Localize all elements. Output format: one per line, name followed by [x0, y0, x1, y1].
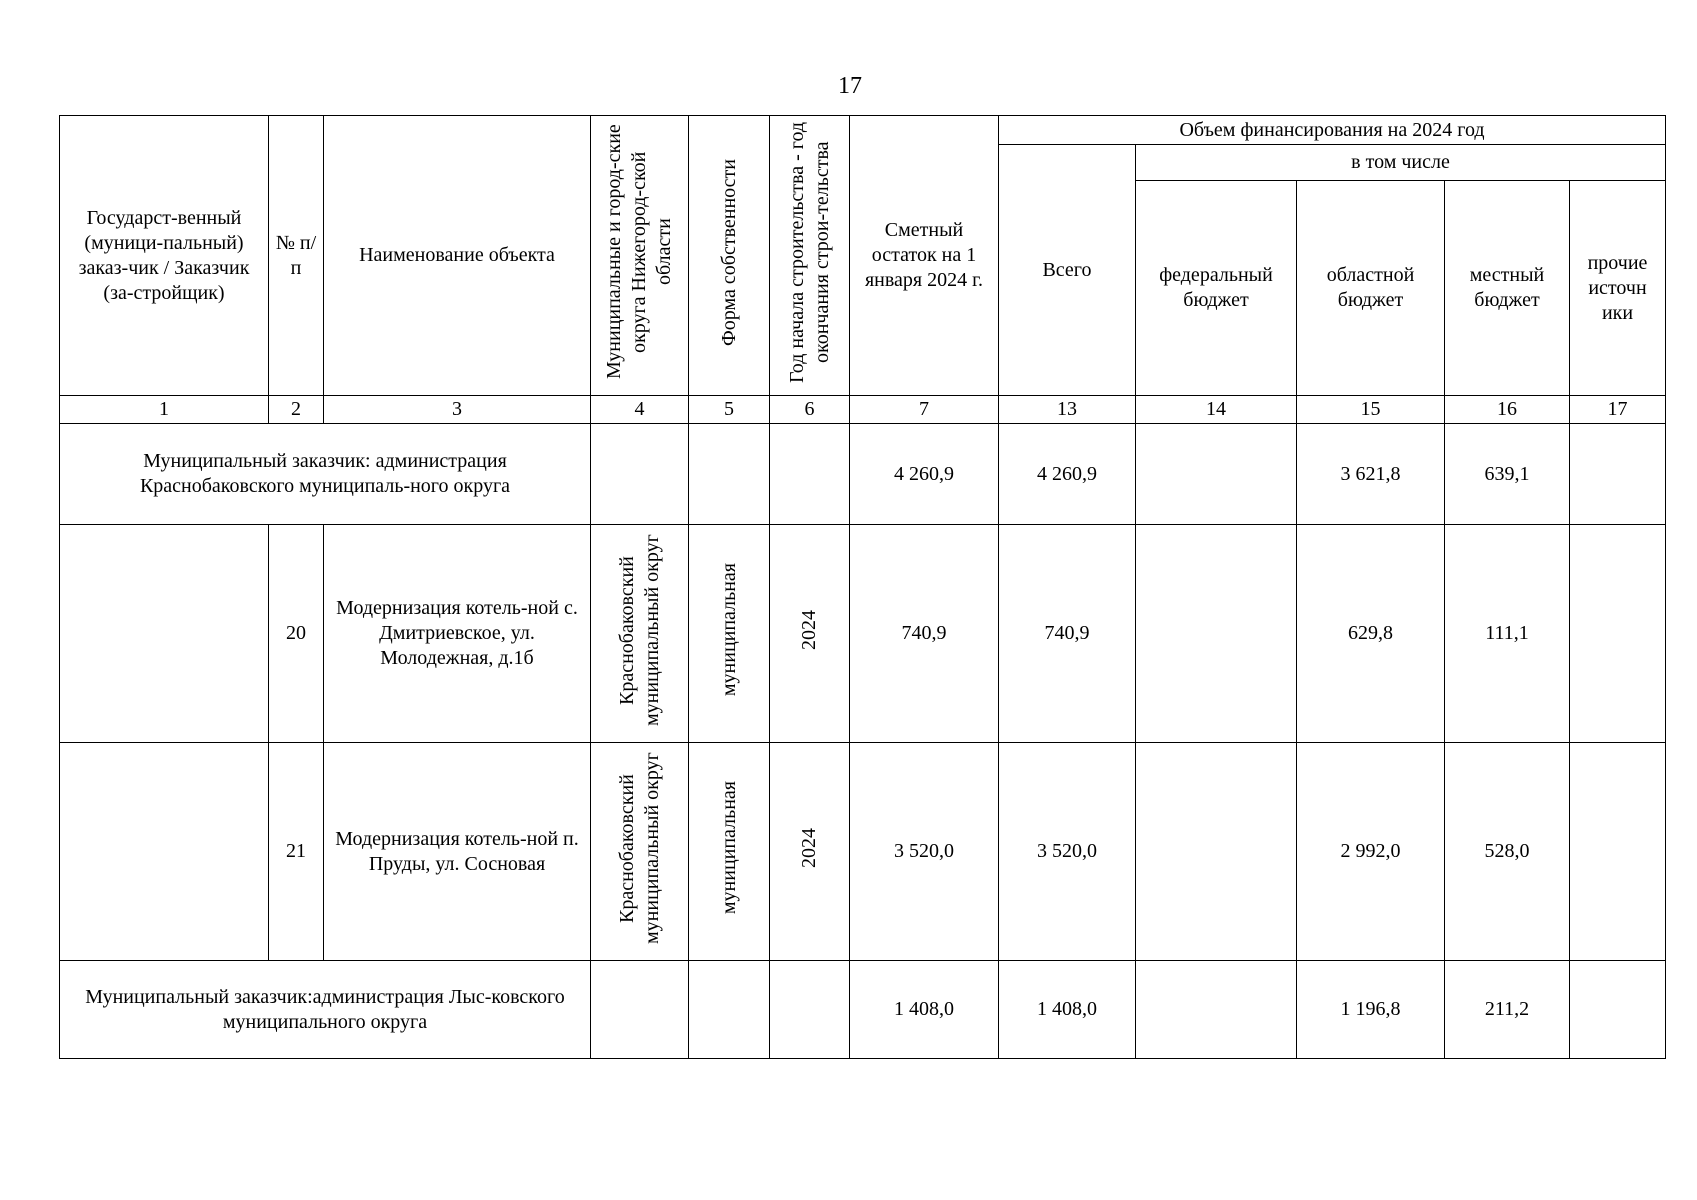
column-number: 7	[850, 396, 999, 424]
regional-cell: 3 621,8	[1297, 424, 1445, 525]
column-number: 14	[1136, 396, 1297, 424]
municipality-text: Краснобаковский муниципальный округ	[615, 534, 663, 726]
other-cell	[1570, 961, 1666, 1059]
other-cell	[1570, 525, 1666, 743]
object-name-cell: Модернизация котель-ной с. Дмитриевское, ул. Молодежная, д.1б	[324, 525, 591, 743]
ownership-cell	[689, 743, 770, 961]
ownership-text: муниципальная	[717, 781, 740, 915]
total-cell: 3 520,0	[999, 743, 1136, 961]
object-name-cell: Модернизация котель-ной п. Пруды, ул. Сосновая	[324, 743, 591, 961]
years-text: 2024	[798, 610, 820, 650]
years-cell	[770, 961, 850, 1059]
header-balance: Сметный остаток на 1 января 2024 г.	[850, 116, 999, 396]
column-number: 17	[1570, 396, 1666, 424]
years-cell	[770, 743, 850, 961]
column-number: 4	[591, 396, 689, 424]
header-years	[770, 116, 850, 396]
customer-cell: Муниципальный заказчик: администрация Краснобаковского муниципаль-ного округа	[60, 424, 591, 525]
total-cell: 740,9	[999, 525, 1136, 743]
header-including: в том числе	[1136, 145, 1666, 181]
column-numbers-row	[60, 396, 1666, 424]
local-cell: 211,2	[1445, 961, 1570, 1059]
local-cell: 528,0	[1445, 743, 1570, 961]
balance-cell: 3 520,0	[850, 743, 999, 961]
column-number: 15	[1297, 396, 1445, 424]
header-customer: Государст-венный (муници-пальный) заказ-чик / Заказчик (за-стройщик)	[60, 116, 269, 396]
years-cell	[770, 525, 850, 743]
customer-cell: Муниципальный заказчик:администрация Лыс-ковского муниципального округа	[60, 961, 591, 1059]
other-cell	[1570, 743, 1666, 961]
municipality-cell	[591, 961, 689, 1059]
total-cell: 1 408,0	[999, 961, 1136, 1059]
total-cell: 4 260,9	[999, 424, 1136, 525]
header-regional: областной бюджет	[1297, 181, 1445, 396]
years-text: 2024	[798, 828, 820, 868]
financing-table	[59, 115, 1666, 1059]
municipality-cell	[591, 743, 689, 961]
ownership-cell	[689, 424, 770, 525]
regional-cell: 1 196,8	[1297, 961, 1445, 1059]
federal-cell	[1136, 525, 1297, 743]
column-number: 3	[324, 396, 591, 424]
ownership-cell	[689, 961, 770, 1059]
balance-cell: 740,9	[850, 525, 999, 743]
federal-cell	[1136, 961, 1297, 1059]
header-total: Всего	[999, 145, 1136, 396]
header-federal: федеральный бюджет	[1136, 181, 1297, 396]
header-municipality-text: Муниципальные и город-ские округа Нижегород-ской области	[603, 124, 675, 380]
header-row-1	[60, 116, 1666, 145]
page-number: 17	[838, 73, 862, 99]
header-local: местный бюджет	[1445, 181, 1570, 396]
balance-cell: 4 260,9	[850, 424, 999, 525]
customer-cell	[60, 743, 269, 961]
ownership-cell	[689, 525, 770, 743]
ownership-text: муниципальная	[717, 563, 740, 697]
other-cell	[1570, 424, 1666, 525]
column-number: 13	[999, 396, 1136, 424]
column-number: 16	[1445, 396, 1570, 424]
regional-cell: 2 992,0	[1297, 743, 1445, 961]
column-number: 6	[770, 396, 850, 424]
local-cell: 639,1	[1445, 424, 1570, 525]
num-cell: 21	[269, 743, 324, 961]
years-cell	[770, 424, 850, 525]
federal-cell	[1136, 743, 1297, 961]
header-funding: Объем финансирования на 2024 год	[999, 116, 1666, 145]
header-num: № п/п	[269, 116, 324, 396]
regional-cell: 629,8	[1297, 525, 1445, 743]
header-years-text: Год начала строительства - год окончания строи-тельства	[785, 121, 833, 383]
local-cell: 111,1	[1445, 525, 1570, 743]
header-other: прочие источн ики	[1570, 181, 1666, 396]
num-cell: 20	[269, 525, 324, 743]
column-number: 5	[689, 396, 770, 424]
header-ownership	[689, 116, 770, 396]
column-number: 1	[60, 396, 269, 424]
header-object-name: Наименование объекта	[324, 116, 591, 396]
header-ownership-text: Форма собственности	[717, 158, 740, 346]
table-row-object	[60, 525, 1666, 743]
balance-cell: 1 408,0	[850, 961, 999, 1059]
column-number: 2	[269, 396, 324, 424]
customer-cell	[60, 525, 269, 743]
municipality-cell	[591, 424, 689, 525]
municipality-cell	[591, 525, 689, 743]
table-row-object	[60, 743, 1666, 961]
table-row-customer	[60, 424, 1666, 525]
municipality-text: Краснобаковский муниципальный округ	[615, 752, 663, 944]
federal-cell	[1136, 424, 1297, 525]
table-row-customer	[60, 961, 1666, 1059]
header-municipality	[591, 116, 689, 396]
